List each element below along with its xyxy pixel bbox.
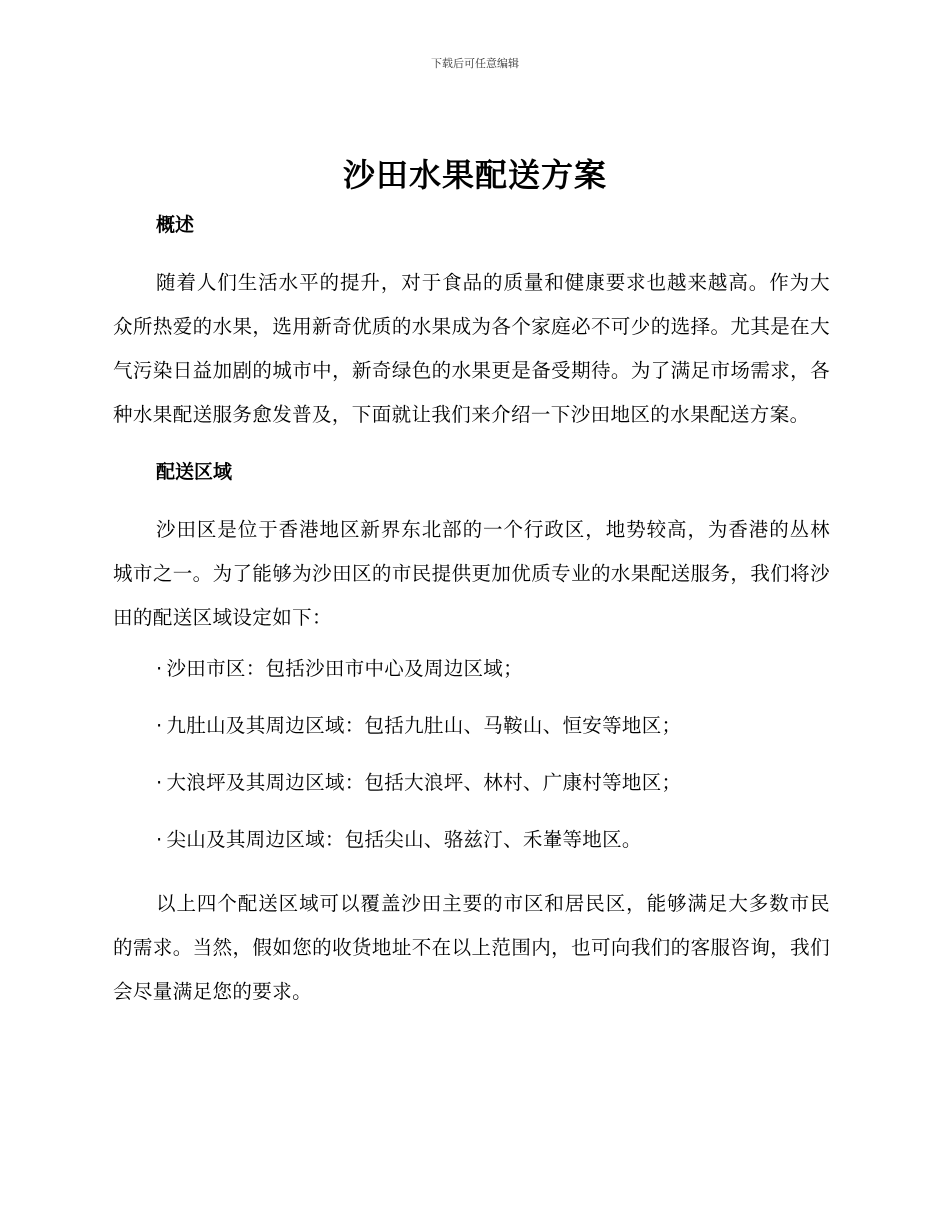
- overview-paragraph: 随着人们生活水平的提升，对于食品的质量和健康要求也越来越高。作为大众所热爱的水果，选用新奇优质的水果成为各个家庭必不可少的选择。尤其是在大气污染日益加剧的城市中，新奇绿色的水果更是备受期待。为了满足市场需求，各种水果配送服务愈发普及，下面就让我们来介绍一下沙田地区的水果配送方案。: [113, 271, 830, 426]
- list-item-text: 尖山及其周边区域：包括尖山、骆兹汀、禾輋等地区。: [166, 828, 642, 851]
- list-item-text: 沙田市区：包括沙田市中心及周边区域；: [166, 657, 523, 680]
- bullet-icon: ·: [156, 771, 163, 794]
- bullet-icon: ·: [156, 657, 163, 680]
- list-item-text: 大浪坪及其周边区域：包括大浪坪、林村、广康村等地区；: [166, 771, 682, 794]
- bullet-icon: ·: [156, 828, 163, 851]
- delivery-area-intro: 沙田区是位于香港地区新界东北部的一个行政区，地势较高，为香港的丛林城市之一。为了能够为沙田区的市民提供更加优质专业的水果配送服务，我们将沙田的配送区域设定如下：: [113, 518, 830, 629]
- list-item: [156, 768, 830, 798]
- delivery-area-list: [113, 654, 830, 855]
- list-item-text: 九肚山及其周边区域：包括九肚山、马鞍山、恒安等地区；: [166, 714, 682, 737]
- delivery-area-closing: 以上四个配送区域可以覆盖沙田主要的市区和居民区，能够满足大多数市民的需求。当然，假如您的收货地址不在以上范围内，也可向我们的客服咨询，我们会尽量满足您的要求。: [113, 892, 830, 1003]
- section-heading-delivery-area: 配送区域: [156, 461, 233, 483]
- document-body: [113, 200, 830, 1014]
- list-item: [156, 825, 830, 855]
- list-item: [156, 654, 830, 684]
- header-note: 下载后可任意编辑: [431, 57, 519, 70]
- document-title: 沙田水果配送方案: [342, 156, 607, 194]
- bullet-icon: ·: [156, 714, 163, 737]
- section-heading-overview: 概述: [156, 214, 195, 236]
- list-item: [156, 711, 830, 741]
